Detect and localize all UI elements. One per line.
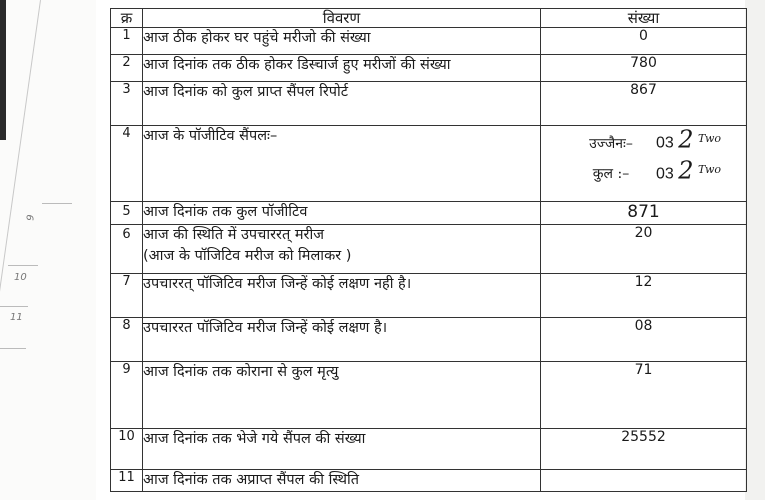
covid-report-table (110, 8, 747, 492)
row-value: 12 (541, 274, 747, 318)
positive-ujjain-line (541, 126, 746, 157)
background-page (0, 0, 100, 500)
row-value: 71 (541, 362, 747, 429)
table-row (111, 82, 747, 126)
row-value: 0 (541, 28, 747, 55)
row-serial: 1 (111, 28, 143, 55)
row-description-line2: (आज के पॉजिटिव मरीज को मिलाकर ) (143, 248, 352, 264)
row-description: आज दिनांक तक ठीक होकर डिस्चार्ज हुए मरीजों की संख्या (143, 55, 541, 82)
row-serial: 7 (111, 274, 143, 318)
table-header-row (111, 9, 747, 28)
row-description: आज दिनांक तक कुल पॉजीटिव (143, 202, 541, 225)
row-value (541, 470, 747, 492)
header-count: संख्या (541, 9, 747, 28)
row-description: आज ठीक होकर घर पहुंचे मरीजो की संख्या (143, 28, 541, 55)
row-description: आज के पॉजीटिव सैंपलः– (143, 126, 541, 202)
row-serial: 4 (111, 126, 143, 202)
row-value: 871 (541, 202, 747, 225)
table-row (111, 429, 747, 470)
handwritten-note: Two (698, 132, 721, 145)
row-description: आज दिनांक को कुल प्राप्त सैंपल रिपोर्ट (143, 82, 541, 126)
background-number: 11 (10, 312, 23, 323)
handwritten-value: 2 (678, 125, 694, 154)
row-description: आज दिनांक तक भेजे गये सैंपल की संख्या (143, 429, 541, 470)
divider (0, 348, 26, 349)
row-serial: 3 (111, 82, 143, 126)
row-serial: 9 (111, 362, 143, 429)
row-value: 867 (541, 82, 747, 126)
table-row (111, 55, 747, 82)
row-description: उपचाररत् पॉजिटिव मरीज जिन्हें कोई लक्षण नही है। (143, 274, 541, 318)
page-margin (745, 0, 765, 500)
row-serial: 2 (111, 55, 143, 82)
row-value-handwritten (541, 126, 747, 202)
total-label: कुल :– (592, 166, 630, 183)
handwritten-note: Two (698, 162, 721, 176)
handwritten-value: 2 (678, 156, 694, 185)
table-row (111, 274, 747, 318)
row-description: आज दिनांक तक अप्राप्त सैंपल की स्थिति (143, 470, 541, 492)
row-serial: 8 (111, 318, 143, 362)
row-value: 20 (541, 225, 747, 274)
table-row (111, 202, 747, 225)
positive-total-line (541, 157, 746, 188)
table-row (111, 470, 747, 492)
typed-value: 03 (656, 134, 674, 152)
row-description: उपचाररत पॉजिटिव मरीज जिन्हें कोई लक्षण है। (143, 318, 541, 362)
table-row (111, 126, 747, 202)
divider (8, 265, 38, 266)
row-serial: 11 (111, 470, 143, 492)
background-number: 9 (25, 214, 37, 221)
row-description: आज दिनांक तक कोराना से कुल मृत्यु (143, 362, 541, 429)
row-serial: 10 (111, 429, 143, 470)
table-row (111, 318, 747, 362)
divider (0, 306, 28, 307)
divider (42, 203, 72, 204)
page-edge (0, 0, 41, 357)
row-serial: 5 (111, 202, 143, 225)
table-row (111, 362, 747, 429)
row-description (143, 225, 541, 274)
ujjain-label: उज्जैनः– (589, 135, 633, 152)
background-number: 10 (14, 272, 27, 283)
header-description: विवरण (143, 9, 541, 28)
table-row (111, 225, 747, 274)
row-serial: 6 (111, 225, 143, 274)
row-value: 25552 (541, 429, 747, 470)
row-value: 780 (541, 55, 747, 82)
header-serial: क्र (111, 9, 143, 28)
row-description-line1: आज की स्थिति में उपचाररत् मरीज (143, 227, 324, 243)
table-row (111, 28, 747, 55)
row-value: 08 (541, 318, 747, 362)
typed-value: 03 (656, 165, 674, 183)
dark-edge (0, 0, 6, 140)
